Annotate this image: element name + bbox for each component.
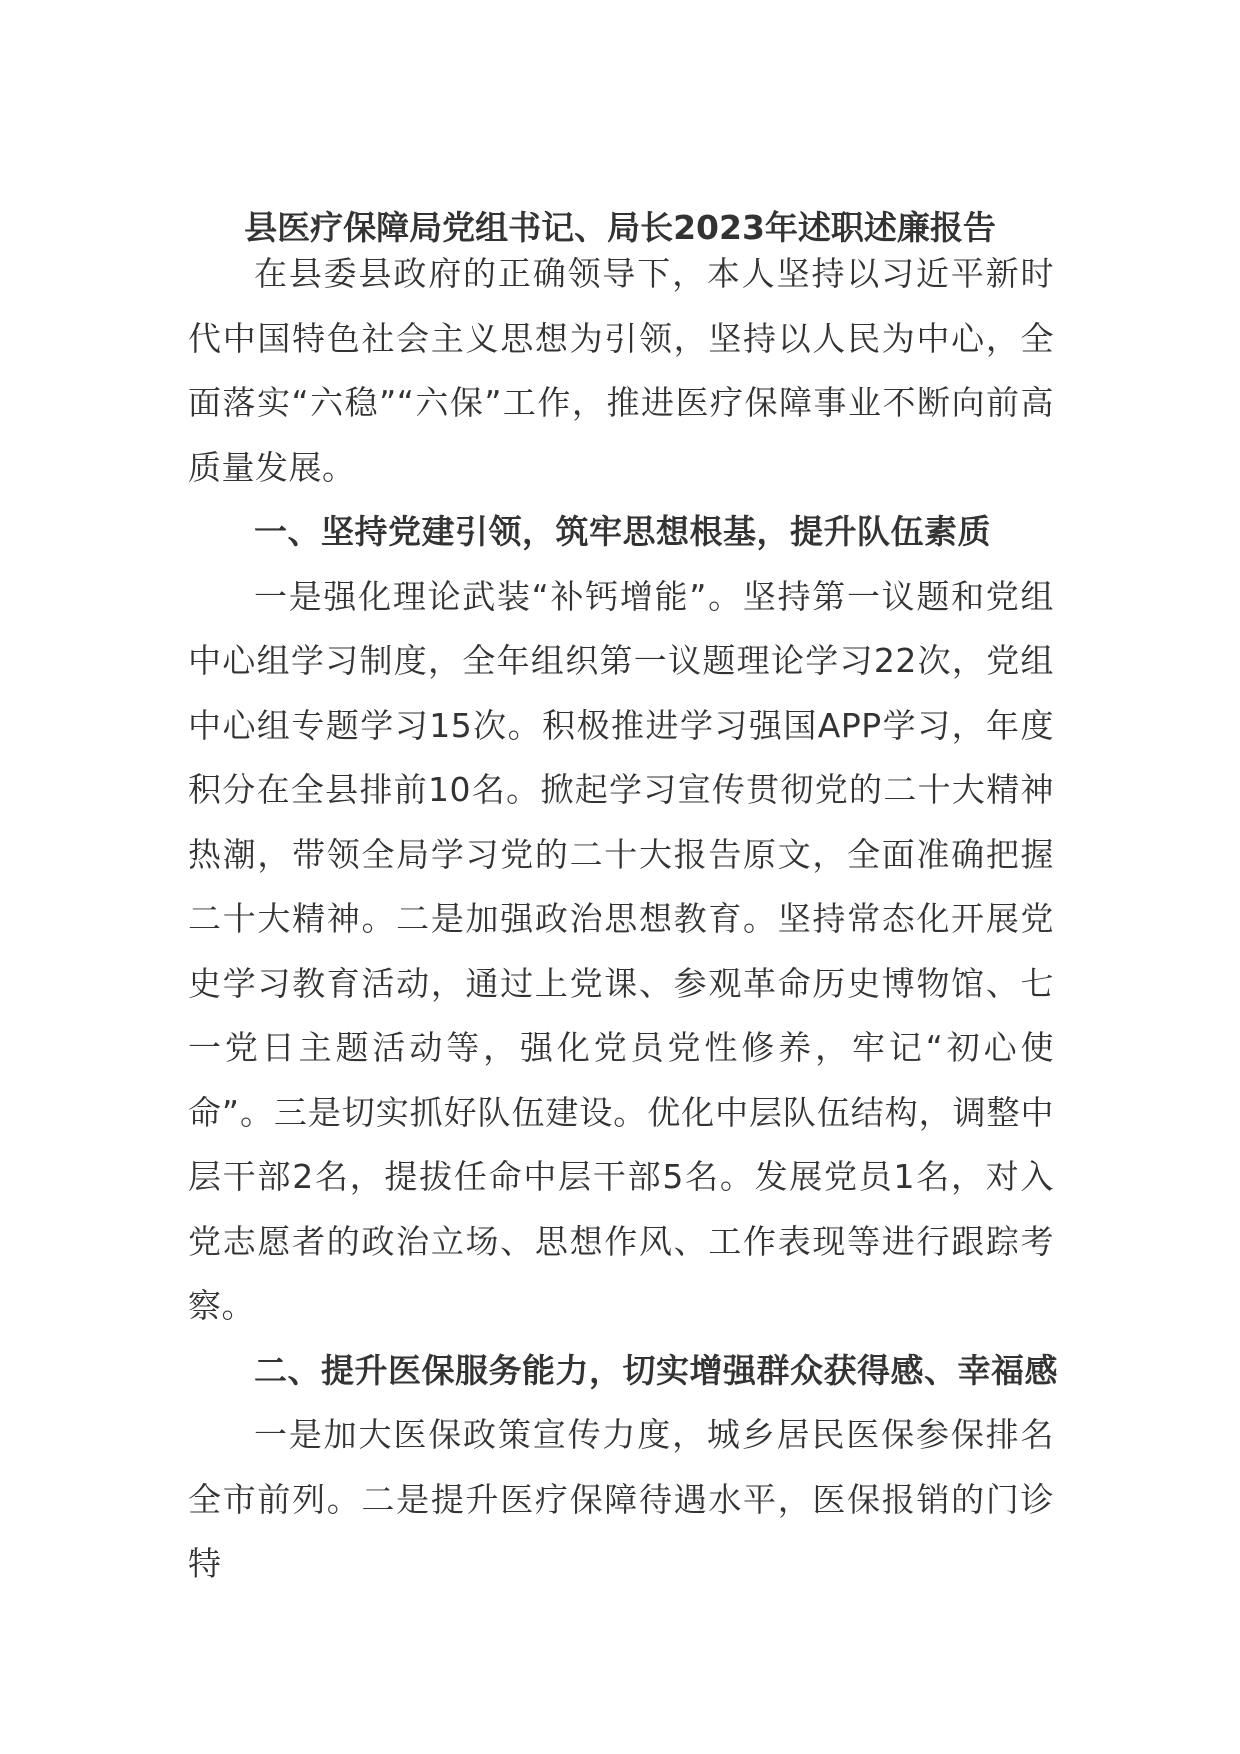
document-body [188, 242, 1058, 1597]
section-paragraph-2: 一是加大医保政策宣传力度，城乡居民医保参保排名全市前列。二是提升医疗保障待遇水平，医保报销的门诊特 [188, 1415, 1054, 1583]
section-heading-2: 二、提升医保服务能力，切实增强群众获得感、幸福感 [254, 1350, 1058, 1390]
intro-paragraph: 在县委县政府的正确领导下，本人坚持以习近平新时代中国特色社会主义思想为引领，坚持以人民为中心，全面落实“六稳”“六保”工作，推进医疗保障事业不断向前高质量发展。 [188, 254, 1054, 487]
section-paragraph-1: 一是强化理论武装“补钙增能”。坚持第一议题和党组中心组学习制度，全年组织第一议题理论学习22次，党组中心组专题学习15次。积极推进学习强国APP学习，年度积分在全县排前10名。掀起学习宣传贯彻党的二十大精神热潮，带领全局学习党的二十大报告原文，全面准确把握二十大精神。二是加强政治思想教育。坚持常态化开展党史学习教育活动，通过上党课、参观革命历史博物馆、七一党日主题活动等，强化党员党性修养，牢记“初心使命”。三是切实抓好队伍建设。优化中层队伍结构，调整中层干部2名，提拔任命中层干部5名。发展党员1名，对入党志愿者的政治立场、思想作风、工作表现等进行跟踪考察。 [188, 576, 1054, 1325]
section-heading-1: 一、坚持党建引领，筑牢思想根基，提升队伍素质 [254, 512, 991, 551]
document-title: 县医疗保障局党组书记、局长2023年述职述廉报告 [244, 208, 996, 247]
